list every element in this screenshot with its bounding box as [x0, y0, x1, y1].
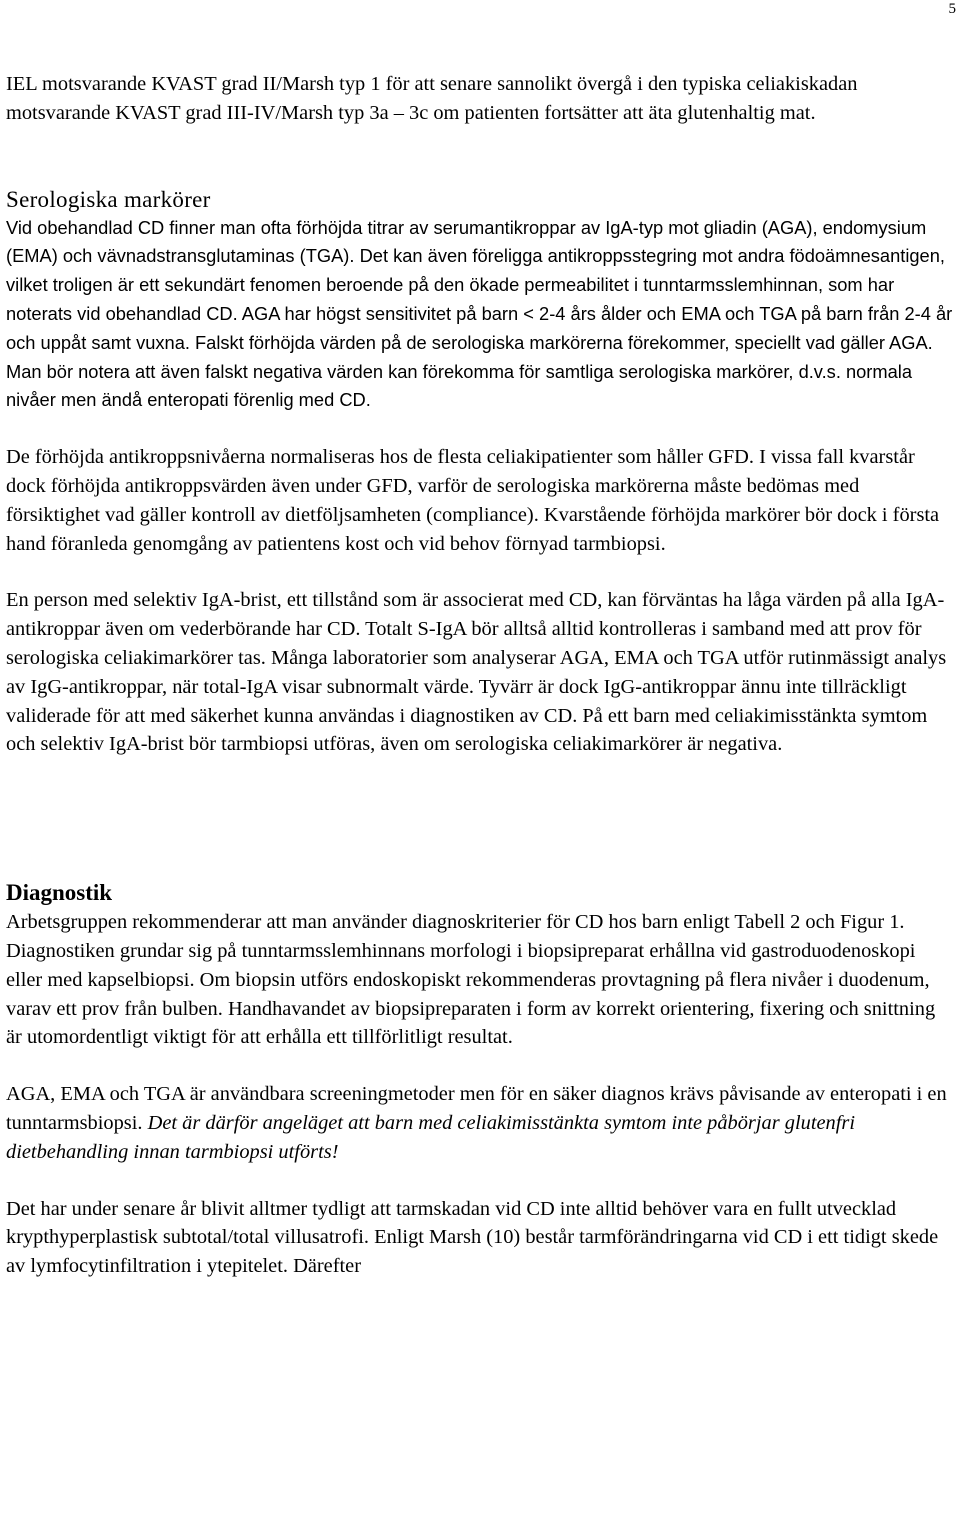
section-heading-serologi: Serologiska markörer	[6, 186, 211, 212]
document-body	[6, 70, 954, 1281]
diagnostik-paragraph-2	[6, 1080, 954, 1166]
section-heading-diagnostik: Diagnostik	[6, 880, 113, 906]
serologi-paragraph-3: En person med selektiv IgA-brist, ett tillstånd som är associerat med CD, kan förväntas ha låga värden på alla IgA-antikroppar även om vederbörande har CD. Totalt S-IgA bör alltså alltid kontrolleras i samband med att prov för serologiska celiakimarkörer tas. Många laboratorier som analyserar AGA, EMA och TGA utför rutinmässigt analys av IgG-antikroppar, när total-IgA visar subnormalt värde. Tyvärr är dock IgG-antikroppar ännu inte tillräckligt validerade för att med säkerhet kunna användas i diagnostiken av CD. På ett barn med celiakimisstänkta symtom och selektiv IgA-brist bör tarmbiopsi utföras, även om serologiska celiakimarkörer är negativa.	[6, 589, 947, 756]
serologi-paragraph-1-lead: Vid obehandlad CD finner man ofta förhöjda titrar av serumantikroppar av IgA-typ mot gliadin (AGA), endomysium (EMA) och vävnadstransglutaminas (TGA).	[6, 216, 927, 267]
page-number: 5	[948, 1, 956, 17]
diagnostik-paragraph-3: Det har under senare år blivit alltmer tydligt att tarmskadan vid CD inte alltid behöver vara en fullt utvecklad krypthyperplastisk subtotal/total villusatrofi. Enligt Marsh (10) består tarmförändringarna vid CD i ett tidigt skede av lymfocytinfiltration i ytepitelet. Därefter	[6, 1197, 939, 1278]
serologi-paragraph-2: De förhöjda antikroppsnivåerna normaliseras hos de flesta celiakipatienter som håller GFD. I vissa fall kvarstår dock förhöjda antikroppsvärden även under GFD, varför de serologiska markörerna måste bedömas med försiktighet vad gäller kontroll av dietföljsamheten (compliance). Kvarstående förhöjda markörer bör dock i första hand föranleda genomgång av patientens kost och vid behov förnyad tarmbiopsi.	[6, 446, 940, 555]
diagnostik-paragraph-1: Arbetsgruppen rekommenderar att man använder diagnoskriterier för CD hos barn enligt Tabell 2 och Figur 1. Diagnostiken grundar sig på tunntarmsslemhinnans morfologi i biopsipreparat erhållna vid gastroduodenoskopi eller med kapselbiopsi. Om biopsin utförs endoskopiskt rekommenderas provtagning på flera nivåer i duodenum, varav ett prov från bulben. Handhavandet av biopsipreparaten i form av korrekt orientering, fixering och snittning är utomordentligt viktigt för att erhålla ett tillförlitligt resultat.	[6, 911, 936, 1049]
serologi-paragraph-1-rest: Det kan även föreligga antikroppsstegring mot andra födoämnesantigen, vilket troligen är ett sekundärt fenomen beroende på den ökade permeabilitet i tunntarmsslemhinnan, som har noterats vid obehandlad CD. AGA har högst sensitivitet på barn < 2-4 års ålder och EMA och TGA på barn från 2-4 år och uppåt samt vuxna. Falskt förhöjda värden på de serologiska markörerna förekommer, speciellt vad gäller AGA. Man bör notera att även falskt negativa värden kan förekomma för samtliga serologiska markörer, d.v.s. normala nivåer men ändå enteropati förenlig med CD.	[6, 245, 953, 411]
serologi-paragraph-1	[6, 214, 954, 416]
diagnostik-paragraph-2-emphasis: Det är därför angeläget att barn med celiakimisstänkta symtom inte påbörjar glutenfri dietbehandling innan tarmbiopsi utförts!	[6, 1111, 855, 1163]
intro-paragraph: IEL motsvarande KVAST grad II/Marsh typ 1 för att senare sannolikt övergå i den typiska celiakiskadan motsvarande KVAST grad III-IV/Marsh typ 3a – 3c om patienten fortsätter att äta glutenhaltig mat.	[6, 73, 858, 124]
diagnostik-paragraph-2-text: AGA, EMA och TGA är användbara screeningmetoder men för en säker diagnos krävs påvisande av enteropati i en tunntarmsbiopsi.	[6, 1083, 947, 1134]
